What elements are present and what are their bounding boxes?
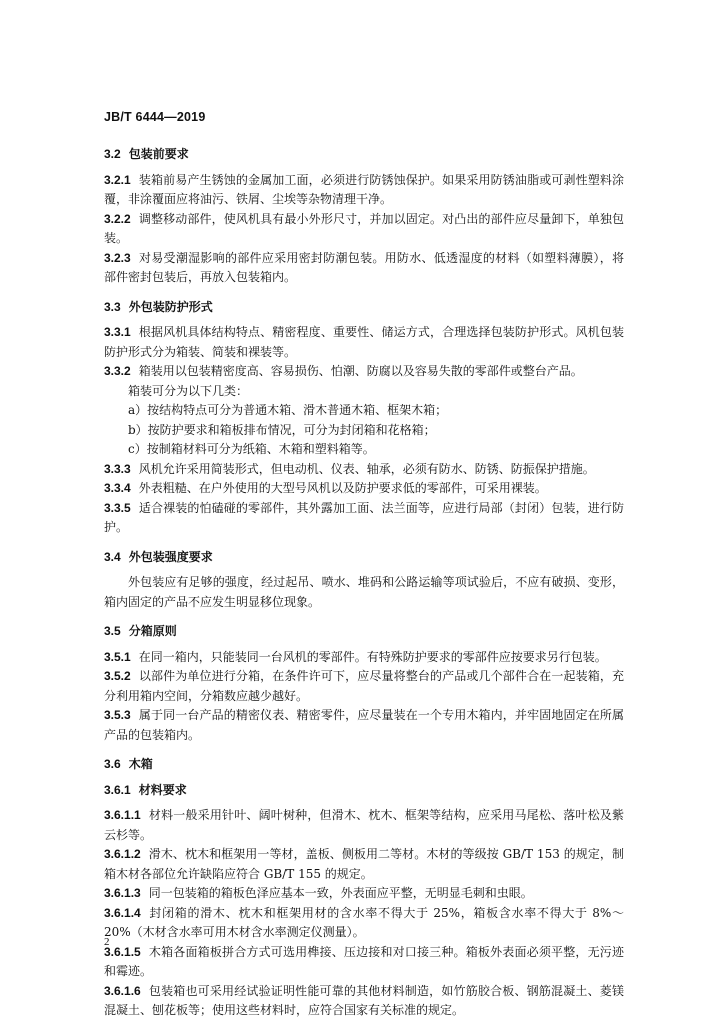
clause-text: 属于同一台产品的精密仪表、精密零件，应尽量装在一个专用木箱内，并牢固地固定在所属产品的包装箱内。 — [104, 708, 624, 742]
paragraph-3-6-1-5 — [104, 943, 624, 982]
section-number: 3.2 — [104, 147, 121, 161]
clause-number: 3.6.1.3 — [104, 886, 141, 900]
subsection-heading-3-6-1 — [104, 781, 624, 801]
clause-text: 材料一般采用针叶、阔叶树种，但滑木、枕木、框架等结构，应采用马尾松、落叶松及紫云杉等。 — [104, 808, 624, 842]
clause-number: 3.3.2 — [104, 364, 131, 378]
clause-number: 3.5.1 — [104, 649, 131, 664]
paragraph-3-6-1-2 — [104, 845, 624, 884]
section-heading-3-3 — [104, 298, 624, 318]
paragraph-3-3-2 — [104, 362, 624, 382]
paragraph-3-3-1 — [104, 323, 624, 362]
clause-number: 3.5.2 — [104, 669, 131, 683]
clause-text: 封闭箱的滑木、枕木和框架用材的含水率不得大于 25%，箱板含水率不得大于 8%～20%（木材含水率可用木材含水率测定仪测量）。 — [104, 905, 624, 939]
paragraph-3-5-1 — [104, 648, 624, 668]
paragraph-3-3-3 — [104, 460, 624, 480]
clause-text: 装箱前易产生锈蚀的金属加工面，必须进行防锈蚀保护。如果采用防锈油脂或可剥性塑料涂覆，非涂覆面应将油污、铁屑、尘埃等杂物清理干净。 — [104, 172, 624, 206]
clause-number: 3.5.3 — [104, 708, 131, 722]
clause-text: 风机允许采用简装形式，但电动机、仪表、轴承，必须有防水、防锈、防振保护措施。 — [138, 461, 595, 476]
paragraph-3-5-3 — [104, 706, 624, 745]
clause-text: 在同一箱内，只能装同一台风机的零部件。有特殊防护要求的零部件应按要求另行包装。 — [138, 649, 607, 664]
section-title: 外包装强度要求 — [128, 549, 213, 564]
clause-text: 调整移动部件，使风机具有最小外形尺寸，并加以固定。对凸出的部件应尽量卸下，单独包装。 — [104, 211, 624, 245]
paragraph-3-5-2 — [104, 667, 624, 706]
clause-number: 3.6.1.2 — [104, 847, 141, 861]
list-item-a: a）按结构特点可分为普通木箱、滑木普通木箱、框架木箱； — [128, 403, 448, 417]
paragraph-3-4: 外包装应有足够的强度，经过起吊、喷水、堆码和公路运输等项试验后，不应有破损、变形，箱内固定的产品不应发生明显移位现象。 — [104, 575, 624, 609]
paragraph-3-6-1-3 — [104, 884, 624, 904]
section-heading-3-5 — [104, 622, 624, 642]
clause-number: 3.3.3 — [104, 461, 131, 476]
clause-text: 箱装用以包装精密度高、容易损伤、怕潮、防腐以及容易失散的零部件或整台产品。 — [138, 364, 583, 378]
clause-text: 包装箱也可采用经试验证明性能可靠的其他材料制造，如竹筋胶合板、钢筋混凝土、菱镁混凝土、刨花板等；使用这些材料时，应符合国家有关标准的规定。 — [104, 983, 624, 1017]
section-number: 3.3 — [104, 299, 121, 314]
clause-number: 3.6.1.5 — [104, 944, 141, 959]
clause-number: 3.3.5 — [104, 500, 131, 515]
section-number: 3.4 — [104, 549, 121, 564]
section-title: 分箱原则 — [128, 624, 177, 638]
clause-number: 3.3.4 — [104, 481, 131, 495]
section-number: 3.6 — [104, 757, 121, 771]
subsection-number: 3.6.1 — [104, 782, 131, 797]
paragraph-3-6-1-6 — [104, 982, 624, 1021]
clause-text: 木箱各面箱板拼合方式可选用榫接、压边接和对口接三种。箱板外表面必须平整，无污迹和霉迹。 — [104, 944, 624, 978]
clause-text: 同一包装箱的箱板色泽应基本一致，外表面应平整，无明显毛刺和虫眼。 — [148, 886, 533, 900]
section-title: 木箱 — [128, 757, 153, 771]
standard-code-header: JB/T 6444—2019 — [104, 110, 206, 124]
clause-number: 3.6.1.4 — [104, 905, 141, 920]
paragraph-3-3-4 — [104, 479, 624, 499]
section-heading-3-4 — [104, 548, 624, 568]
clause-text: 滑木、枕木和框架用一等材，盖板、侧板用二等材。木材的等级按 GB/T 153 的规定，制箱木材各部位允许缺陷应符合 GB/T 155 的规定。 — [104, 847, 624, 881]
paragraph-3-3-2-intro: 箱装可分为以下几类： — [128, 383, 249, 398]
clause-text: 以部件为单位进行分箱，在条件许可下，应尽量将整台的产品或几个部件合在一起装箱，充分利用箱内空间，分箱数应越少越好。 — [104, 669, 624, 703]
clause-text: 根据风机具体结构特点、精密程度、重要性、储运方式，合理选择包装防护形式。风机包装防护形式分为箱装、简装和裸装等。 — [104, 325, 624, 359]
paragraph-3-6-1-1 — [104, 806, 624, 845]
paragraph-3-3-5 — [104, 499, 624, 538]
clause-number: 3.6.1.6 — [104, 983, 141, 998]
paragraph-3-6-1-4 — [104, 904, 624, 943]
clause-text: 适合裸装的怕磕碰的零部件，其外露加工面、法兰面等，应进行局部（封闭）包装，进行防护。 — [104, 500, 624, 534]
subsection-title: 材料要求 — [138, 782, 187, 797]
page-number: 2 — [104, 936, 110, 948]
section-title: 外包装防护形式 — [128, 299, 213, 314]
list-item-c: c）按制箱材料可分为纸箱、木箱和塑料箱等。 — [128, 442, 375, 456]
paragraph-3-2-1 — [104, 171, 624, 210]
section-heading-3-2 — [104, 145, 624, 165]
paragraph-3-2-2 — [104, 210, 624, 249]
clause-number: 3.2.3 — [104, 250, 131, 265]
section-title: 包装前要求 — [128, 147, 189, 161]
clause-number: 3.6.1.1 — [104, 808, 141, 822]
section-number: 3.5 — [104, 624, 121, 638]
clause-number: 3.2.1 — [104, 172, 131, 187]
document-body — [104, 140, 624, 1021]
clause-number: 3.2.2 — [104, 211, 131, 226]
clause-number: 3.3.1 — [104, 325, 131, 339]
section-heading-3-6 — [104, 755, 624, 775]
paragraph-3-2-3 — [104, 249, 624, 288]
list-item-b: b）按防护要求和箱板排布情况，可分为封闭箱和花格箱； — [128, 422, 436, 437]
clause-text: 外表粗糙、在户外使用的大型号风机以及防护要求低的零部件，可采用裸装。 — [138, 481, 547, 495]
clause-text: 对易受潮湿影响的部件应采用密封防潮包装。用防水、低透湿度的材料（如塑料薄膜），将部件密封包装后，再放入包装箱内。 — [104, 250, 624, 284]
